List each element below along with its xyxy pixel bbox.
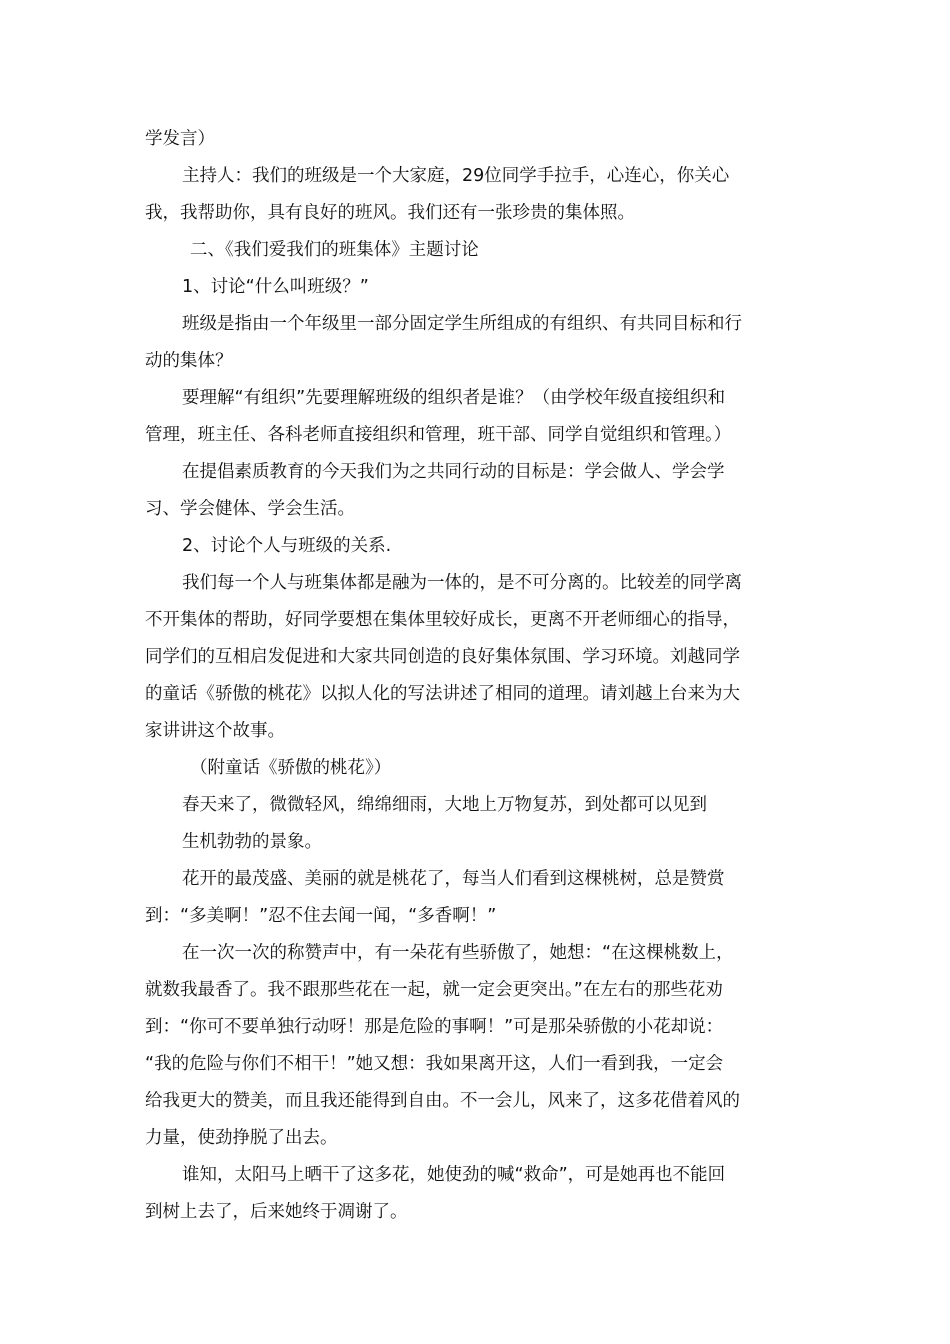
text-line: 就数我最香了。我不跟那些花在一起，就一定会更突出。”在左右的那些花劝 <box>145 980 723 1000</box>
text-line: 习、学会健体、学会生活。 <box>145 499 355 519</box>
text-line: 到：“多美啊！”忍不住去闻一闻，“多香啊！” <box>145 906 497 926</box>
text-line: 在提倡素质教育的今天我们为之共同行动的目标是：学会做人、学会学 <box>182 462 725 482</box>
text-line: 春天来了，微微轻风，绵绵细雨，大地上万物复苏，到处都可以见到 <box>182 795 707 815</box>
text-line: 管理，班主任、各科老师直接组织和管理，班干部、同学自觉组织和管理。） <box>145 425 732 445</box>
text-line: 到：“你可不要单独行动呀！那是危险的事啊！”可是那朵骄傲的小花却说： <box>145 1017 724 1037</box>
text-line: 班级是指由一个年级里一部分固定学生所组成的有组织、有共同目标和行 <box>182 314 742 334</box>
text-line: 我，我帮助你，具有良好的班风。我们还有一张珍贵的集体照。 <box>145 203 635 223</box>
text-line: 家讲讲这个故事。 <box>145 721 285 741</box>
text-line: 到树上去了，后来她终于凋谢了。 <box>145 1202 408 1222</box>
text-line: （附童话《骄傲的桃花》） <box>190 758 392 778</box>
text-line: 学发言） <box>145 129 215 149</box>
text-line: 动的集体？ <box>145 351 233 371</box>
text-line: 在一次一次的称赞声中，有一朵花有些骄傲了，她想：“在这棵桃数上， <box>182 943 734 963</box>
text-line: “我的危险与你们不相干！”她又想：我如果离开这，人们一看到我，一定会 <box>145 1054 724 1074</box>
text-line: 我们每一个人与班集体都是融为一体的，是不可分离的。比较差的同学离 <box>182 573 742 593</box>
text-line: 要理解“有组织”先要理解班级的组织者是谁？（由学校年级直接组织和 <box>182 388 726 408</box>
text-line: 力量，使劲挣脱了出去。 <box>145 1128 338 1148</box>
text-line: 不开集体的帮助，好同学要想在集体里较好成长，更离不开老师细心的指导， <box>145 610 740 630</box>
text-line: 主持人：我们的班级是一个大家庭，29位同学手拉手，心连心，你关心 <box>182 166 730 186</box>
subsection-heading: 1、讨论“什么叫班级？” <box>182 277 369 297</box>
text-line: 的童话《骄傲的桃花》以拟人化的写法讲述了相同的道理。请刘越上台来为大 <box>145 684 740 704</box>
text-line: 同学们的互相启发促进和大家共同创造的良好集体氛围、学习环境。刘越同学 <box>145 647 740 667</box>
text-line: 给我更大的赞美，而且我还能得到自由。不一会儿，风来了，这多花借着风的 <box>145 1091 740 1111</box>
text-line: 生机勃勃的景象。 <box>182 832 322 852</box>
text-line: 花开的最茂盛、美丽的就是桃花了，每当人们看到这棵桃树，总是赞赏 <box>182 869 725 889</box>
text-line: 谁知，太阳马上晒干了这多花，她使劲的喊“救命”，可是她再也不能回 <box>182 1165 726 1185</box>
subsection-heading: 2、讨论个人与班级的关系. <box>182 536 392 556</box>
section-heading: 二、《我们爱我们的班集体》主题讨论 <box>190 240 479 260</box>
